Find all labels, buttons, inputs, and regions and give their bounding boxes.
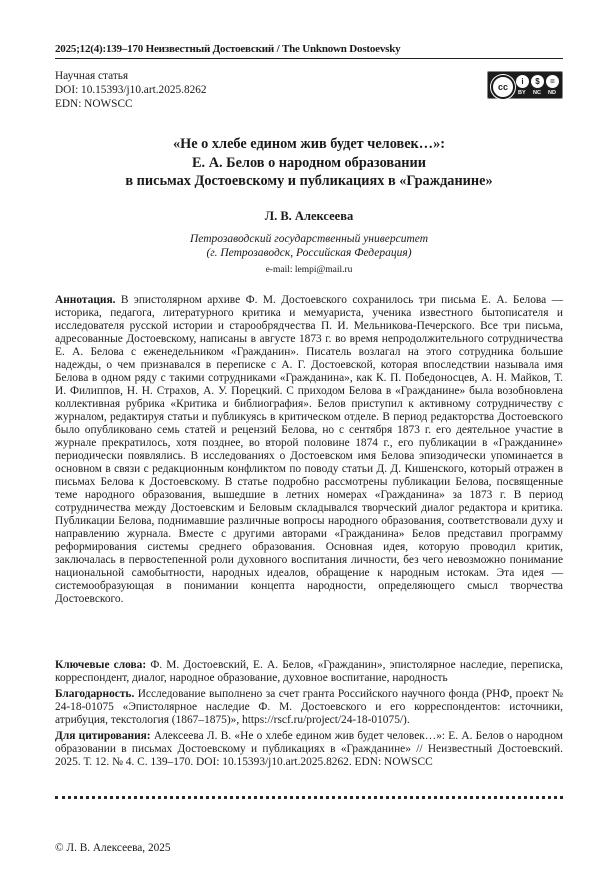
keywords bbox=[55, 659, 563, 685]
doi[interactable]: DOI: 10.15393/j10.art.2025.8262 bbox=[55, 84, 207, 96]
affiliation-line: Петрозаводский государственный университет bbox=[189, 233, 429, 245]
abstract-label: Аннотация. bbox=[55, 294, 116, 306]
acknowledgments-text: Исследование выполнено за счет гранта Российского научного фонда (РНФ, проект № 24-18-01075 «Эпистолярное наследие Ф. М. Достоевского и его корреспондентов: источники, атрибуция, текстология (1867–1875)», https://rscf.ru/project/24-18-01075/). bbox=[55, 688, 563, 726]
running-head: 2025;12(4):139–170 Неизвестный Достоевский / The Unknown Dostoevsky bbox=[55, 43, 401, 55]
keywords-text: Ф. М. Достоевский, Е. А. Белов, «Гражданин», эпистолярное наследие, переписка, корреспондент, диалог, народное образование, духовное воспитание, народность bbox=[55, 659, 563, 684]
title-line: Е. А. Белов о народном образовании bbox=[192, 154, 426, 171]
license-label-nc: NC bbox=[533, 90, 541, 96]
license-label-nd: ND bbox=[548, 90, 556, 96]
keywords-label: Ключевые слова: bbox=[55, 659, 147, 671]
copyright-notice: © Л. В. Алексеева, 2025 bbox=[55, 842, 171, 854]
author-name: Л. В. Алексеева bbox=[264, 209, 354, 223]
by-attribution-icon: i bbox=[516, 75, 529, 88]
citation-label: Для цитирования: bbox=[55, 730, 151, 742]
title-line: «Не о хлебе едином жив будет человек…»: bbox=[172, 136, 446, 152]
section-divider bbox=[55, 796, 563, 799]
header-divider bbox=[55, 58, 563, 59]
edn: EDN: NOWSCC bbox=[55, 98, 133, 110]
abstract-text: В эпистолярном архиве Ф. М. Достоевского сохранилось три письма Е. А. Белова — историка, педагога, литературного критика и мемуариста, ученика известного бытописателя и исследователя русской истории и старообрядчества П. И. Мельникова-Печерского. Все три письма, адресованные Достоевскому, написаны в августе 1873 г. во время непродолжительного сотрудничества Е. А. Белова с еженедельником «Гражданин». Писатель возлагал на этого сотрудника большие надежды, о чем признавался в переписке с А. Г. Достоевской, которая впоследствии называла имя Белова в одном ряду с такими сотрудниками «Гражданина», как К. П. Победоносцев, А. Н. Майков, Т. И. Филиппов, Н. Н. Страхов, А. У. Порецкий. С приходом Белова в «Гражданине» была возобновлена коллективная рубрика «Критика и библиография». Белов приступил к активному сотрудничеству с журналом, редактируя статьи и публикуясь в критическом отделе. В период редакторства Достоевского было опубликовано семь статей и рецензий Белова, но с сентября 1873 г. его деятельное участие в журнале прекратилось, хотя позднее, во второй половине 1874 г., его публикации в «Гражданине» периодически появлялись. В исследованиях о Достоевском имя Белова эпизодически упоминается в основном в связи с редакционным конфликтом по поводу статьи Д. Д. Кишенского, который отражен в письмах Белова к Достоевскому. В статье подробно рассмотрены публикации Белова, посвященные теме народного образования, вышедшие в летних номерах «Гражданина» за 1873 г. В период сотрудничества между Достоевским и Беловым складывался творческий диалог редактора и критика. Публикации Белова, поднимавшие различные вопросы народного образования, соответствовали духу и направлению журнала. Вместе с другими авторами «Гражданина» Белов представил программу реформирования системы среднего образования. Основная идея, которую проводил критик, заключалась в первостепенной роли духовного воспитания личности, без чего невозможно понимание национальной самобытности, народных идеалов, обращение к народным истокам. Эта идея — системообразующая в понимании концепта народности, определяющего смысл творчества Достоевского. bbox=[55, 294, 563, 605]
author-affiliation bbox=[55, 232, 563, 260]
nc-noncommercial-icon: $ bbox=[531, 75, 544, 88]
author-email[interactable]: e-mail: lempi@mail.ru bbox=[265, 265, 353, 275]
article-title bbox=[55, 135, 563, 191]
article-type: Научная статья bbox=[55, 70, 129, 82]
article-meta bbox=[55, 69, 207, 111]
citation-text: Алексеева Л. В. «Не о хлебе едином жив будет человек…»: Е. А. Белов о народном образовании в письмах Достоевскому и публикациях в «Гражданине» // Неизвестный Достоевский. 2025. Т. 12. № 4. С. 139–170. DOI: 10.15393/j10.art.2025.8262. EDN: NOWSCC bbox=[55, 730, 563, 768]
cc-icon: cc bbox=[491, 75, 515, 99]
acknowledgments-label: Благодарность. bbox=[55, 688, 135, 700]
license-label-by: BY bbox=[518, 90, 526, 96]
acknowledgments bbox=[55, 688, 563, 727]
citation bbox=[55, 730, 563, 769]
title-line: в письмах Достоевскому и публикациях в «Гражданине» bbox=[125, 173, 493, 189]
creative-commons-by-nc-nd-icon[interactable] bbox=[487, 71, 563, 99]
nd-noderivatives-icon: = bbox=[546, 75, 559, 88]
affiliation-line: (г. Петрозаводск, Российская Федерация) bbox=[206, 247, 412, 259]
abstract bbox=[55, 294, 563, 606]
